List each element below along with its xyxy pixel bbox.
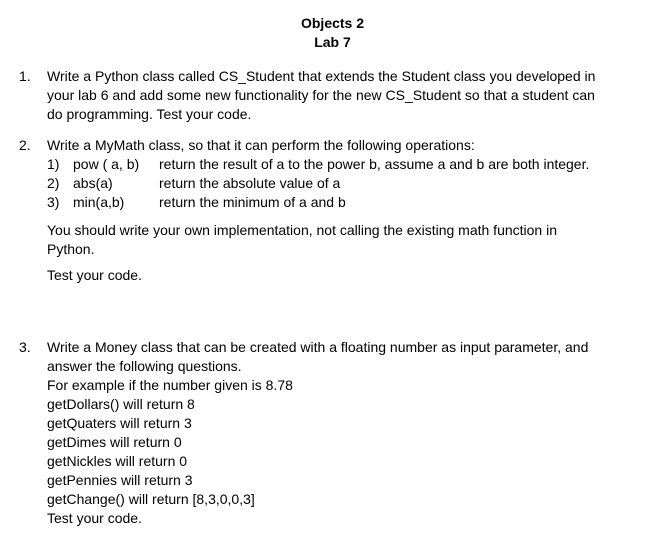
test-instruction: Test your code.	[47, 267, 142, 283]
example-line: getChange() will return [8,3,0,0,3]	[47, 491, 255, 507]
title-block	[0, 14, 665, 52]
question-text-line: answer the following questions.	[47, 358, 242, 374]
question-text-line: Write a Python class called CS_Student that extends the Student class you developed in	[47, 68, 596, 84]
example-line: getNickles will return 0	[47, 453, 188, 469]
operation-number: 2)	[47, 175, 60, 191]
question-text-line: your lab 6 and add some new functionality for the new CS_Student so that a student can	[47, 87, 595, 103]
question-body	[47, 338, 652, 528]
operation-name: min(a,b)	[73, 194, 125, 210]
operation-description: return the result of a to the power b, assume a and b are both integer.	[159, 156, 590, 172]
operation-name: pow ( a, b)	[73, 156, 140, 172]
question-number: 2.	[19, 137, 31, 153]
note-line: Python.	[47, 241, 95, 257]
question-body	[47, 67, 652, 124]
operation-item	[47, 155, 652, 174]
operation-item	[47, 193, 652, 212]
example-line: getPennies will return 3	[47, 472, 193, 488]
operation-description: return the absolute value of a	[159, 175, 341, 191]
test-instruction: Test your code.	[47, 510, 142, 526]
question-text-line: do programming. Test your code.	[47, 106, 252, 122]
question-intro: Write a MyMath class, so that it can perform the following operations:	[47, 137, 475, 153]
example-line: getQuaters will return 3	[47, 415, 192, 431]
operation-number: 3)	[47, 194, 60, 210]
question-number: 1.	[19, 68, 31, 84]
example-line: For example if the number given is 8.78	[47, 377, 293, 393]
document-title: Objects 2	[300, 15, 365, 31]
note-line: You should write your own implementation, not calling the existing math function in	[47, 222, 557, 238]
operation-number: 1)	[47, 156, 60, 172]
example-line: getDimes will return 0	[47, 434, 182, 450]
question-body	[47, 136, 652, 285]
question-number: 3.	[19, 339, 31, 355]
operation-item	[47, 174, 652, 193]
operation-description: return the minimum of a and b	[159, 194, 346, 210]
operation-name: abs(a)	[73, 175, 113, 191]
document-subtitle: Lab 7	[314, 34, 351, 50]
question-text-line: Write a Money class that can be created with a floating number as input parameter, and	[47, 339, 589, 355]
example-line: getDollars() will return 8	[47, 396, 195, 412]
